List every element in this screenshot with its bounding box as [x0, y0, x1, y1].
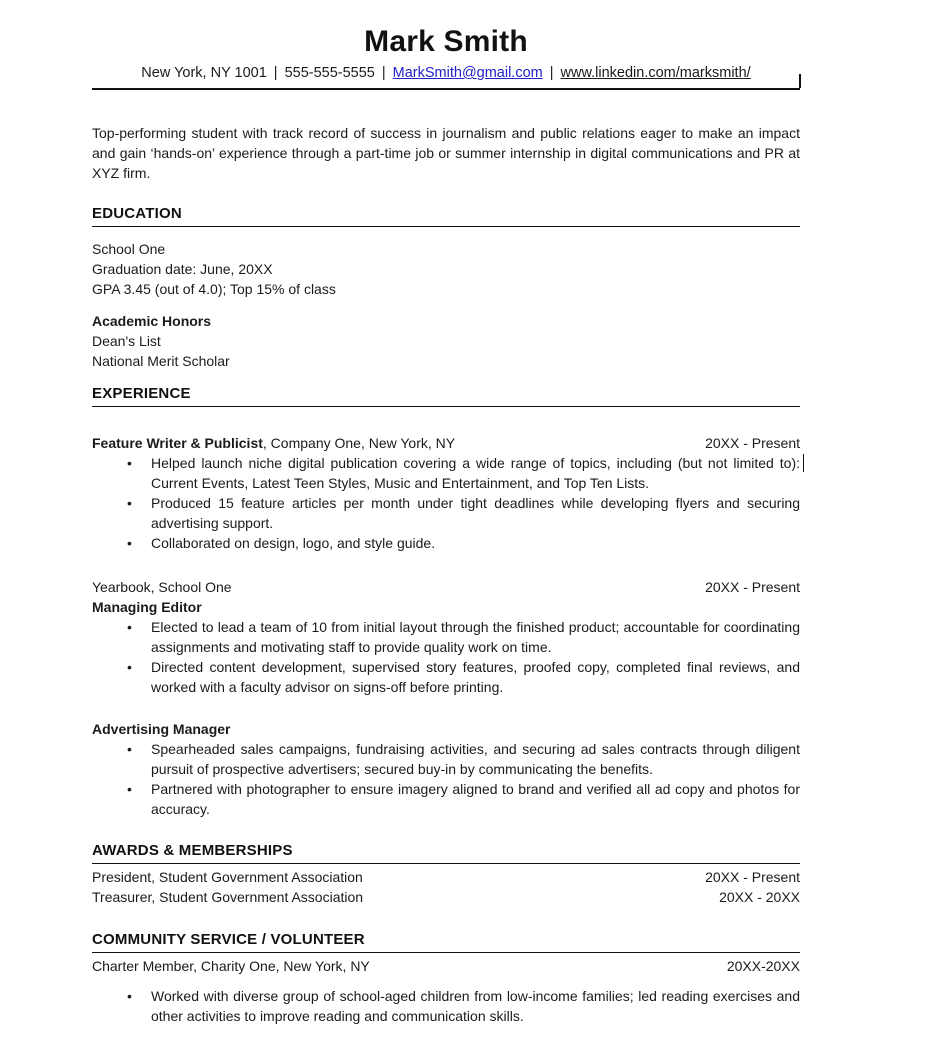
bullet-icon	[122, 617, 151, 657]
bullet-text: Collaborated on design, logo, and style guide.	[151, 535, 436, 551]
bullet-item	[122, 453, 800, 493]
honor-item: Dean's List	[92, 333, 161, 349]
award-row	[92, 867, 800, 887]
job-role: Advertising Manager	[92, 721, 231, 737]
email-link[interactable]: MarkSmith@gmail.com	[392, 65, 543, 81]
section-heading-experience: EXPERIENCE	[92, 385, 800, 407]
job-header	[92, 577, 800, 597]
award-date: 20XX - 20XX	[719, 889, 800, 905]
job-date: 20XX - Present	[705, 435, 800, 451]
bullet-text: Elected to lead a team of 10 from initial layout through the finished product; accountable for coordinating assignments and motivating staff to provide quality work on time.	[151, 619, 800, 655]
summary-paragraph: Top-performing student with track record of success in journalism and public relations eager to make an impact and gain ‘hands-on’ experience through a part-time job or summer internship in digital communications and PR at XYZ firm.	[92, 125, 800, 181]
bullet-icon	[122, 739, 151, 779]
job-title-line	[92, 433, 455, 453]
job-role: Feature Writer & Publicist	[92, 435, 263, 451]
bullet-item	[122, 493, 800, 533]
award-row	[92, 887, 800, 907]
job-date: 20XX - Present	[705, 579, 800, 595]
bullet-text: Helped launch niche digital publication covering a wide range of topics, including (but not limited to): Current Events, Latest Teen Styles, Music and Entertainment, and Top Ten Lists.	[151, 455, 800, 491]
bullet-text: Produced 15 feature articles per month under tight deadlines while developing flyers and securing advertising support.	[151, 495, 800, 531]
contact-separator: |	[381, 65, 386, 81]
section-heading-awards: AWARDS & MEMBERSHIPS	[92, 842, 800, 864]
bullet-item	[122, 779, 800, 819]
bullet-icon	[122, 986, 151, 1026]
contact-location: New York, NY 1001	[141, 65, 267, 81]
bullet-text: Worked with diverse group of school-aged children from low-income families; led reading exercises and other activities to improve reading and communication skills.	[151, 988, 800, 1024]
bullet-icon	[122, 453, 151, 493]
resume-header	[92, 0, 800, 90]
bullet-text: Directed content development, supervised story features, proofed copy, completed final reviews, and worked with a faculty advisor on signs-off before printing.	[151, 659, 800, 695]
contact-phone: 555-555-5555	[284, 65, 375, 81]
education-school: School One	[92, 241, 166, 257]
education-graduation: Graduation date: June, 20XX	[92, 261, 273, 277]
contact-separator: |	[273, 65, 278, 81]
community-text: Charter Member, Charity One, New York, NY	[92, 958, 370, 974]
job-org: , Company One, New York, NY	[262, 435, 456, 451]
linkedin-link[interactable]: www.linkedin.com/marksmith/	[560, 65, 751, 81]
bullet-icon	[122, 779, 151, 819]
job-org: Yearbook, School One	[92, 579, 232, 595]
contact-line	[92, 64, 800, 83]
award-text: President, Student Government Association	[92, 869, 363, 885]
text-cursor	[803, 454, 805, 472]
job-role: Managing Editor	[92, 599, 202, 615]
header-rule-tick	[799, 74, 801, 88]
academic-honors-title: Academic Honors	[92, 313, 212, 329]
award-text: Treasurer, Student Government Association	[92, 889, 364, 905]
bullet-icon	[122, 493, 151, 533]
bullet-text: Spearheaded sales campaigns, fundraising activities, and securing ad sales contracts through diligent pursuit of prospective advertisers; secured buy-in by communicating the benefits.	[151, 741, 800, 777]
bullet-item	[122, 986, 800, 1026]
bullet-item	[122, 657, 800, 697]
bullet-icon	[122, 533, 151, 553]
section-heading-education: EDUCATION	[92, 205, 800, 227]
resume-content	[92, 0, 800, 1026]
community-row	[92, 956, 800, 976]
bullet-item	[122, 617, 800, 657]
job-header	[92, 433, 800, 453]
bullet-item	[122, 739, 800, 779]
bullet-item	[122, 533, 800, 553]
bullet-text: Partnered with photographer to ensure imagery aligned to brand and verified all ad copy and photos for accuracy.	[151, 781, 800, 817]
honor-item: National Merit Scholar	[92, 353, 230, 369]
award-date: 20XX - Present	[705, 869, 800, 885]
bullet-icon	[122, 657, 151, 697]
education-gpa: GPA 3.45 (out of 4.0); Top 15% of class	[92, 281, 336, 297]
contact-separator: |	[549, 65, 554, 81]
section-heading-community: COMMUNITY SERVICE / VOLUNTEER	[92, 931, 800, 953]
resume-name: Mark Smith	[364, 25, 528, 58]
community-date: 20XX-20XX	[726, 958, 800, 974]
